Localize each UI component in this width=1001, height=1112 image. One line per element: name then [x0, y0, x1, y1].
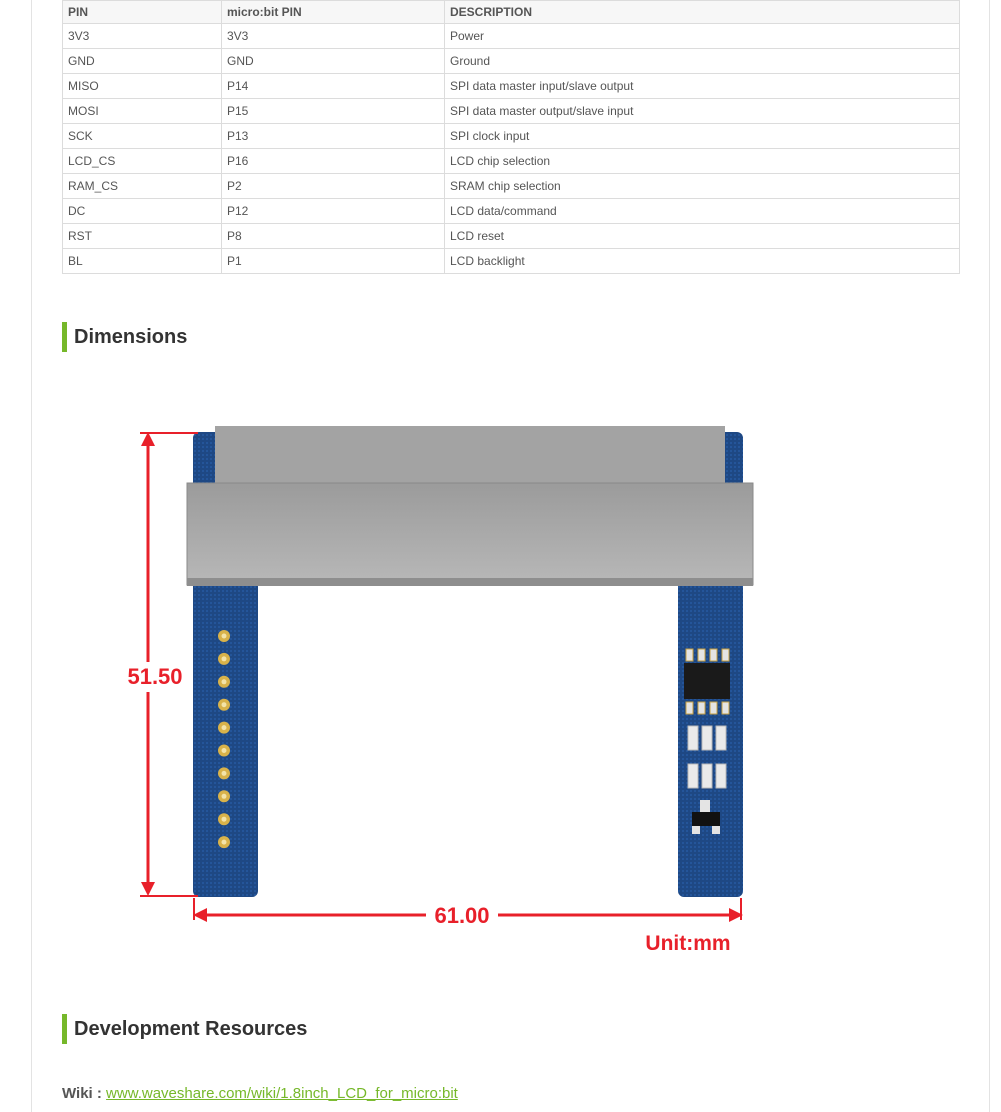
- wiki-line: [62, 1085, 458, 1102]
- header-pin-hole: [222, 725, 227, 730]
- pin-cell: RAM_CS: [63, 174, 222, 199]
- microbit-pin-cell: P13: [222, 124, 445, 149]
- table-row: [63, 249, 960, 274]
- table-row: [63, 74, 960, 99]
- table-row: [63, 124, 960, 149]
- description-cell: Power: [445, 24, 960, 49]
- column-header-pin: PIN: [63, 1, 222, 24]
- header-pin-hole: [222, 748, 227, 753]
- description-cell: SPI clock input: [445, 124, 960, 149]
- header-pin-hole: [222, 794, 227, 799]
- pin-table: [62, 0, 960, 274]
- lcd-top: [215, 426, 725, 486]
- description-cell: Ground: [445, 49, 960, 74]
- lcd-body: [187, 483, 753, 585]
- table-row: [63, 224, 960, 249]
- pin-cell: MOSI: [63, 99, 222, 124]
- wiki-link[interactable]: www.waveshare.com/wiki/1.8inch_LCD_for_micro:bit: [106, 1085, 458, 1102]
- microbit-pin-cell: GND: [222, 49, 445, 74]
- description-cell: SRAM chip selection: [445, 174, 960, 199]
- description-cell: LCD chip selection: [445, 149, 960, 174]
- header-pin-hole: [222, 702, 227, 707]
- dimensions-heading: Dimensions: [62, 322, 187, 352]
- wiki-label: Wiki :: [62, 1085, 102, 1102]
- pin-cell: LCD_CS: [63, 149, 222, 174]
- microbit-pin-cell: P15: [222, 99, 445, 124]
- microbit-pin-cell: P8: [222, 224, 445, 249]
- description-cell: LCD data/command: [445, 199, 960, 224]
- microbit-pin-cell: P14: [222, 74, 445, 99]
- description-cell: SPI data master input/slave output: [445, 74, 960, 99]
- description-cell: SPI data master output/slave input: [445, 99, 960, 124]
- pin-cell: 3V3: [63, 24, 222, 49]
- header-pin-hole: [222, 840, 227, 845]
- column-header-description: DESCRIPTION: [445, 1, 960, 24]
- header-pin-hole: [222, 679, 227, 684]
- table-row: [63, 174, 960, 199]
- description-cell: LCD reset: [445, 224, 960, 249]
- microbit-pin-cell: P16: [222, 149, 445, 174]
- pin-cell: GND: [63, 49, 222, 74]
- header-pin-hole: [222, 634, 227, 639]
- width-label: 61.00: [434, 903, 490, 928]
- header-pin-hole: [222, 817, 227, 822]
- table-header-row: [63, 1, 960, 24]
- table-row: [63, 199, 960, 224]
- dimensions-diagram: [110, 418, 760, 963]
- table-row: [63, 24, 960, 49]
- microbit-pin-cell: 3V3: [222, 24, 445, 49]
- header-pin-hole: [222, 656, 227, 661]
- table-row: [63, 99, 960, 124]
- microbit-pin-cell: P1: [222, 249, 445, 274]
- column-header-microbit-pin: micro:bit PIN: [222, 1, 445, 24]
- table-row: [63, 149, 960, 174]
- pin-cell: MISO: [63, 74, 222, 99]
- microbit-pin-cell: P12: [222, 199, 445, 224]
- table-row: [63, 49, 960, 74]
- pin-cell: RST: [63, 224, 222, 249]
- pin-cell: BL: [63, 249, 222, 274]
- development-resources-heading: Development Resources: [62, 1014, 307, 1044]
- unit-label: Unit:mm: [645, 932, 731, 955]
- description-cell: LCD backlight: [445, 249, 960, 274]
- height-label: 51.50: [127, 664, 183, 689]
- pin-cell: DC: [63, 199, 222, 224]
- pin-cell: SCK: [63, 124, 222, 149]
- microbit-pin-cell: P2: [222, 174, 445, 199]
- header-pin-hole: [222, 771, 227, 776]
